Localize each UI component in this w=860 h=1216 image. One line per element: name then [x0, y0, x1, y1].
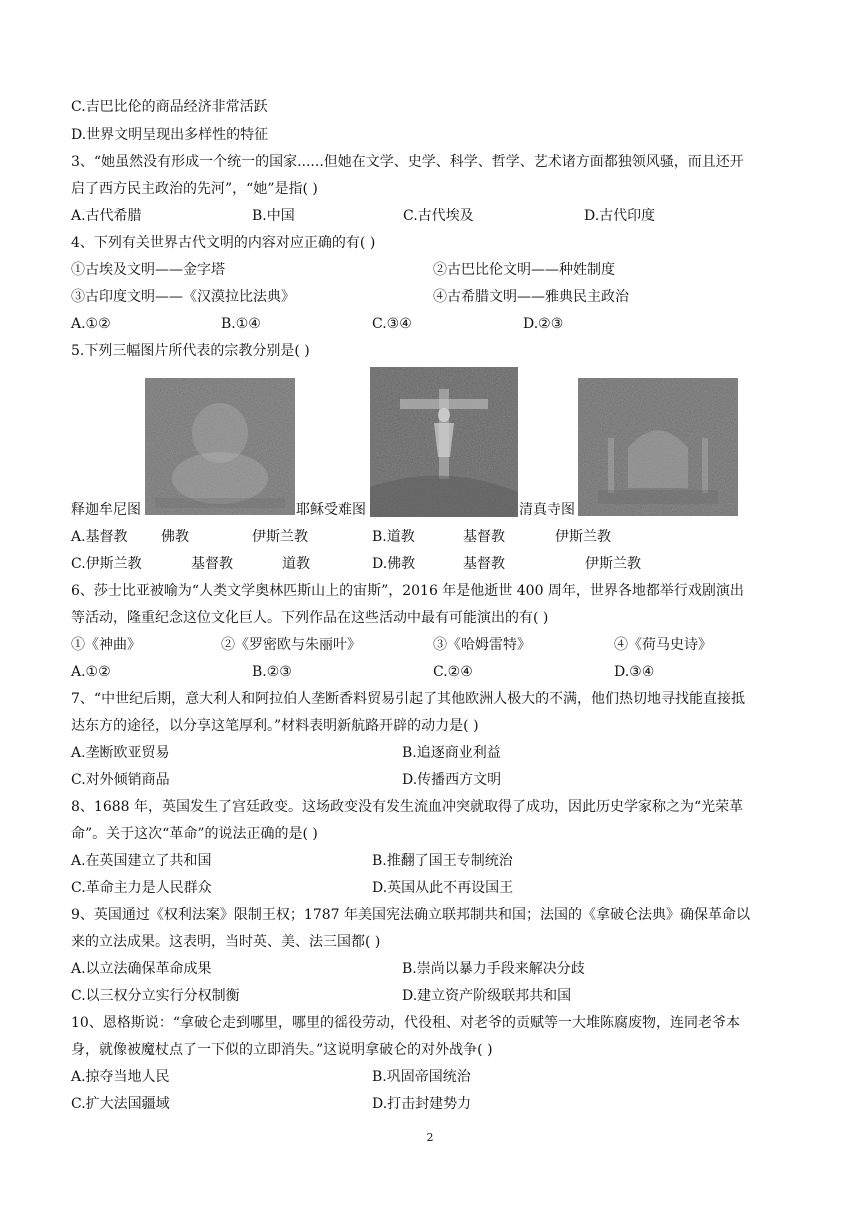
q7-options-ab [71, 744, 793, 762]
q8-option-c: C.革命主力是人民群众 [71, 880, 212, 896]
q6-stem-line1: 6、莎士比亚被喻为“人类文学奥林匹斯山上的宙斯”，2016 年是他逝世 400 周年，世界各地都举行戏剧演出 [71, 583, 744, 599]
q2-option-d: D.世界文明呈现出多样性的特征 [71, 127, 269, 143]
buddha-image [145, 378, 295, 515]
q5-option-row-ab [71, 528, 793, 546]
q5-option-a: A.基督教 [71, 529, 128, 545]
q6-option-d: D.③④ [614, 664, 655, 680]
crucifixion-image [370, 367, 518, 517]
q5-option-b-3: 伊斯兰教 [555, 529, 611, 545]
q3-option-b: B.中国 [252, 208, 295, 224]
q7-option-c: C.对外倾销商品 [71, 772, 170, 788]
q8-stem-line2: 命”。关于这次“革命”的说法正确的是( ) [71, 826, 318, 842]
q3-option-c: C.古代埃及 [403, 208, 474, 224]
q5-option-d: D.佛教 [372, 556, 416, 572]
caption-mosque: 清真寺图 [519, 502, 575, 518]
q8-option-b: B.推翻了国王专制统治 [372, 853, 513, 869]
q9-stem-line2: 来的立法成果。这表明，当时英、美、法三国都( ) [71, 934, 381, 950]
q5-stem: 5.下列三幅图片所代表的宗教分别是( ) [71, 343, 310, 359]
q9-option-d: D.建立资产阶级联邦共和国 [402, 988, 572, 1004]
q5-option-c: C.伊斯兰教 [71, 556, 142, 572]
caption-buddha: 释迦牟尼图 [71, 502, 141, 518]
q4-item-4: ④古希腊文明——雅典民主政治 [433, 289, 629, 305]
q4-item-2: ②古巴比伦文明——种姓制度 [433, 262, 615, 278]
q6-option-b: B.②③ [252, 664, 292, 680]
q5-option-c-2: 基督教 [191, 556, 233, 572]
q5-option-a-2: 佛教 [161, 529, 189, 545]
q10-option-c: C.扩大法国疆域 [71, 1096, 170, 1112]
caption-crucifixion: 耶稣受难图 [296, 502, 366, 518]
q7-stem-line1: 7、“中世纪后期，意大利人和阿拉伯人垄断香料贸易引起了其他欧洲人极大的不满，他们热切地寻找能直接抵 [71, 691, 746, 707]
q4-options [71, 315, 793, 333]
q8-option-a: A.在英国建立了共和国 [71, 853, 212, 869]
q3-stem-line1: 3、“她虽然没有形成一个统一的国家......但她在文学、史学、科学、哲学、艺术诸方面都独领风骚，而且还开 [71, 154, 744, 170]
q5-option-b: B.道教 [372, 529, 415, 545]
q6-item-1: ①《神曲》 [71, 637, 141, 653]
q10-options-cd [71, 1095, 793, 1113]
q9-option-c: C.以三权分立实行分权制衡 [71, 988, 240, 1004]
q8-stem-line1: 8、1688 年，英国发生了宫廷政变。这场政变没有发生流血冲突就取得了成功，因此历史学家称之为“光荣革 [71, 799, 744, 815]
q4-option-a: A.①② [71, 316, 111, 332]
q4-items-row2 [71, 288, 793, 306]
q9-options-cd [71, 987, 793, 1005]
page-number: 2 [426, 1131, 434, 1144]
q7-option-d: D.传播西方文明 [402, 772, 502, 788]
q6-stem-line2: 等活动，隆重纪念这位文化巨人。下列作品在这些活动中最有可能演出的有( ) [71, 610, 549, 626]
q8-options-ab [71, 852, 793, 870]
q5-option-d-3: 伊斯兰教 [585, 556, 641, 572]
q7-stem-line2: 达东方的途径，以分享这笔厚利。”材料表明新航路开辟的动力是( ) [71, 718, 479, 734]
q6-item-4: ④《荷马史诗》 [614, 637, 712, 653]
q9-options-ab [71, 960, 793, 978]
q7-options-cd [71, 771, 793, 789]
q9-option-a: A.以立法确保革命成果 [71, 961, 212, 977]
q3-option-d: D.古代印度 [584, 208, 656, 224]
q6-option-c: C.②④ [433, 664, 473, 680]
q8-option-d: D.英国从此不再设国王 [372, 880, 514, 896]
q5-option-b-2: 基督教 [463, 529, 505, 545]
q4-items-row1 [71, 261, 793, 279]
q10-stem-line1: 10、恩格斯说：“拿破仑走到哪里，哪里的徭役劳动，代役租、对老爷的贡赋等一大堆陈腐废物，连同老爷本 [71, 1015, 740, 1031]
q4-option-b: B.①④ [221, 316, 261, 332]
q9-stem-line1: 9、英国通过《权利法案》限制王权；1787 年美国宪法确立联邦制共和国；法国的《拿破仑法典》确保革命以 [71, 907, 750, 923]
q4-item-1: ①古埃及文明——金字塔 [71, 262, 225, 278]
q3-stem-line2: 启了西方民主政治的先河”，“她”是指( ) [71, 181, 318, 197]
q6-item-3: ③《哈姆雷特》 [433, 637, 531, 653]
q6-options [71, 663, 793, 681]
q5-option-a-3: 伊斯兰教 [252, 529, 308, 545]
q6-option-a: A.①② [71, 664, 111, 680]
q3-option-a: A.古代希腊 [71, 208, 142, 224]
q7-option-b: B.追逐商业利益 [402, 745, 501, 761]
q4-item-3: ③古印度文明——《汉漠拉比法典》 [71, 289, 295, 305]
q10-option-a: A.掠夺当地人民 [71, 1069, 170, 1085]
q4-stem: 4、下列有关世界古代文明的内容对应正确的有( ) [71, 235, 376, 251]
q8-options-cd [71, 879, 793, 897]
q6-item-2: ②《罗密欧与朱丽叶》 [221, 637, 361, 653]
q10-option-b: B.巩固帝国统治 [372, 1069, 471, 1085]
q3-options [71, 207, 793, 225]
q10-options-ab [71, 1068, 793, 1086]
q4-option-d: D.②③ [523, 316, 564, 332]
q10-stem-line2: 身，就像被魔杖点了一下似的立即消失。”这说明拿破仑的对外战争( ) [71, 1042, 493, 1058]
q5-option-row-cd [71, 555, 793, 573]
q5-option-d-2: 基督教 [463, 556, 505, 572]
q2-option-c: C.吉巴比伦的商品经济非常活跃 [71, 99, 268, 115]
q5-option-c-3: 道教 [282, 556, 310, 572]
q6-items [71, 636, 793, 654]
q9-option-b: B.崇尚以暴力手段来解决分歧 [402, 961, 585, 977]
mosque-image [578, 378, 738, 516]
q10-option-d: D.打击封建势力 [372, 1096, 472, 1112]
q7-option-a: A.垄断欧亚贸易 [71, 745, 170, 761]
q4-option-c: C.③④ [372, 316, 412, 332]
